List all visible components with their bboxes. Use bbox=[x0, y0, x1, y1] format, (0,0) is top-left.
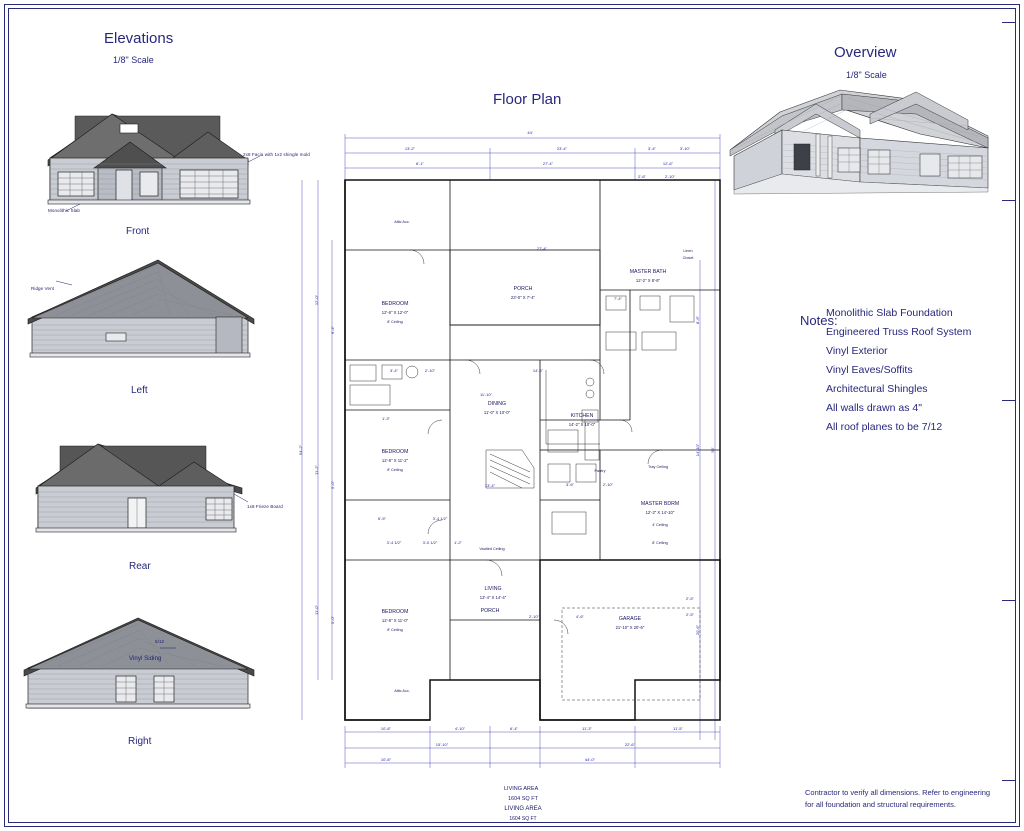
rear-note-frieze: 1x8 Frieze Board bbox=[247, 504, 283, 509]
footer-line-2: for all foundation and structural requirements. bbox=[805, 800, 956, 809]
note-item-0: Monolithic Slab Foundation bbox=[826, 307, 953, 319]
svg-text:7'-4": 7'-4" bbox=[614, 296, 622, 301]
svg-text:3'-4": 3'-4" bbox=[390, 368, 398, 373]
svg-text:PORCH: PORCH bbox=[513, 286, 533, 292]
svg-text:8'-6": 8'-6" bbox=[695, 316, 700, 324]
overview-scale: 1/8" Scale bbox=[846, 70, 887, 80]
svg-text:PORCH: PORCH bbox=[480, 608, 500, 614]
svg-text:3'-6": 3'-6" bbox=[566, 482, 574, 487]
svg-text:10'-8": 10'-8" bbox=[380, 757, 392, 762]
svg-text:8' Ceiling: 8' Ceiling bbox=[387, 468, 403, 472]
svg-text:2'-10": 2'-10" bbox=[664, 174, 676, 179]
svg-text:22'-6": 22'-6" bbox=[624, 742, 636, 747]
edge-tick bbox=[1002, 400, 1016, 401]
svg-text:10'-8": 10'-8" bbox=[380, 726, 392, 731]
svg-text:3'-0 1/2": 3'-0 1/2" bbox=[422, 540, 438, 545]
svg-text:12'-6" X 11'-2": 12'-6" X 11'-2" bbox=[381, 458, 409, 463]
svg-text:14'-10": 14'-10" bbox=[695, 443, 700, 457]
elevation-left bbox=[20, 255, 270, 375]
svg-text:Pantry: Pantry bbox=[594, 469, 606, 473]
caption-front: Front bbox=[126, 226, 150, 237]
svg-text:BEDROOM: BEDROOM bbox=[381, 609, 409, 615]
svg-text:Tray Ceiling: Tray Ceiling bbox=[647, 465, 669, 469]
svg-text:11'-2": 11'-2" bbox=[314, 465, 319, 475]
svg-text:12'-6": 12'-6" bbox=[662, 161, 674, 166]
overview-3d-view bbox=[720, 78, 1010, 218]
svg-text:Vaulted Ceiling: Vaulted Ceiling bbox=[479, 547, 505, 551]
floor-plan-drawing bbox=[290, 120, 740, 822]
svg-text:12'-2" X 14'-10": 12'-2" X 14'-10" bbox=[645, 510, 675, 515]
svg-text:2'-5": 2'-5" bbox=[686, 596, 694, 601]
svg-text:MASTER BDRM: MASTER BDRM bbox=[640, 501, 680, 507]
svg-text:1604 SQ FT: 1604 SQ FT bbox=[509, 816, 537, 822]
svg-text:12'-6" X 12'-0": 12'-6" X 12'-0" bbox=[381, 310, 409, 315]
left-note-ridgevent: Ridge Vent bbox=[31, 286, 55, 291]
svg-text:4'-10": 4'-10" bbox=[454, 726, 466, 731]
svg-text:1'-3": 1'-3" bbox=[382, 416, 390, 421]
svg-text:11'-3": 11'-3" bbox=[582, 726, 592, 731]
right-note-siding: Vinyl Siding bbox=[129, 656, 162, 662]
front-note-slab: Monolithic Slab bbox=[48, 208, 81, 213]
svg-text:11'-0" X 10'-0": 11'-0" X 10'-0" bbox=[483, 410, 511, 415]
svg-text:Attic Acc.: Attic Acc. bbox=[394, 689, 410, 693]
svg-text:9'-4": 9'-4" bbox=[330, 326, 335, 334]
svg-text:11'-0": 11'-0" bbox=[314, 605, 319, 615]
svg-text:4' Ceiling: 4' Ceiling bbox=[652, 523, 668, 527]
svg-text:4'-6": 4'-6" bbox=[576, 614, 584, 619]
edge-tick bbox=[1002, 22, 1016, 23]
svg-text:Attic Acc.: Attic Acc. bbox=[394, 220, 410, 224]
svg-text:Linen: Linen bbox=[683, 249, 693, 253]
notes-title: Notes: bbox=[800, 313, 838, 328]
svg-text:6'-5": 6'-5" bbox=[378, 516, 386, 521]
svg-text:5'-0": 5'-0" bbox=[330, 616, 335, 624]
svg-text:27'-4": 27'-4" bbox=[542, 161, 554, 166]
svg-text:44': 44' bbox=[527, 130, 533, 135]
svg-text:14'-6": 14'-6" bbox=[532, 368, 544, 373]
svg-text:13'-4" X 14'-4": 13'-4" X 14'-4" bbox=[479, 595, 507, 600]
elevations-scale: 1/8" Scale bbox=[113, 55, 154, 65]
elevation-front bbox=[20, 96, 270, 216]
svg-text:8' Ceiling: 8' Ceiling bbox=[387, 628, 403, 632]
svg-text:44'-0": 44'-0" bbox=[584, 757, 596, 762]
svg-text:Closet: Closet bbox=[682, 256, 694, 260]
living-area-value: 1604 SQ FT bbox=[508, 796, 538, 802]
svg-text:3'-4": 3'-4" bbox=[648, 146, 656, 151]
elevations-title: Elevations bbox=[104, 30, 174, 47]
svg-text:5'-0": 5'-0" bbox=[330, 481, 335, 489]
front-note-fascia: 2x8 Facia with 1x2 shingle mold bbox=[243, 152, 310, 157]
svg-text:LIVING AREA: LIVING AREA bbox=[504, 806, 542, 812]
svg-text:12'-2" X 8'-6": 12'-2" X 8'-6" bbox=[635, 278, 661, 283]
edge-tick bbox=[1002, 780, 1016, 781]
note-item-4: Architectural Shingles bbox=[826, 383, 928, 395]
svg-text:2'-10": 2'-10" bbox=[528, 614, 540, 619]
svg-text:56': 56' bbox=[710, 447, 715, 453]
svg-text:2'-5": 2'-5" bbox=[686, 612, 694, 617]
svg-text:8' Ceiling: 8' Ceiling bbox=[387, 320, 403, 324]
overview-title: Overview bbox=[834, 44, 897, 61]
svg-text:11'-5": 11'-5" bbox=[673, 726, 683, 731]
note-item-5: All walls drawn as 4" bbox=[826, 402, 922, 414]
svg-text:MASTER BATH: MASTER BATH bbox=[629, 269, 667, 275]
svg-text:12'-0": 12'-0" bbox=[314, 294, 319, 306]
svg-text:BEDROOM: BEDROOM bbox=[381, 301, 409, 307]
svg-text:6'-4": 6'-4" bbox=[510, 726, 518, 731]
svg-text:14'-2" X 10'-0": 14'-2" X 10'-0" bbox=[568, 422, 596, 427]
svg-text:3'-4 1/2": 3'-4 1/2" bbox=[432, 516, 448, 521]
svg-text:27'-4": 27'-4" bbox=[536, 246, 548, 251]
note-item-6: All roof planes to be 7/12 bbox=[826, 421, 943, 433]
svg-text:13'-2": 13'-2" bbox=[404, 146, 416, 151]
svg-text:LIVING: LIVING bbox=[484, 586, 502, 592]
caption-rear: Rear bbox=[129, 561, 151, 572]
svg-text:GARAGE: GARAGE bbox=[618, 616, 642, 622]
svg-text:13'-4": 13'-4" bbox=[484, 483, 496, 488]
caption-left: Left bbox=[131, 385, 148, 396]
footer-line-1: Contractor to verify all dimensions. Refer to engineering bbox=[805, 788, 991, 797]
svg-text:DINING: DINING bbox=[487, 401, 507, 407]
living-area-label: LIVING AREA bbox=[504, 786, 539, 792]
note-item-3: Vinyl Eaves/Soffits bbox=[826, 364, 913, 376]
note-item-1: Engineered Truss Roof System bbox=[826, 326, 972, 338]
note-item-2: Vinyl Exterior bbox=[826, 345, 888, 357]
svg-text:23'-0" X 7'-4": 23'-0" X 7'-4" bbox=[510, 295, 536, 300]
svg-text:21'-10" X 20'-6": 21'-10" X 20'-6" bbox=[615, 625, 645, 630]
caption-right: Right bbox=[128, 736, 152, 747]
svg-text:3'-4 1/2": 3'-4 1/2" bbox=[386, 540, 402, 545]
svg-text:KITCHEN: KITCHEN bbox=[570, 413, 594, 419]
svg-text:54'-2": 54'-2" bbox=[298, 444, 303, 456]
right-note-pitch: 5/12 bbox=[155, 639, 165, 644]
elevation-rear bbox=[20, 418, 280, 543]
svg-text:6'-1": 6'-1" bbox=[416, 161, 424, 166]
svg-text:8' Ceiling: 8' Ceiling bbox=[652, 541, 668, 545]
svg-text:1'-2": 1'-2" bbox=[454, 540, 462, 545]
svg-text:BEDROOM: BEDROOM bbox=[381, 449, 409, 455]
svg-text:2'-6": 2'-6" bbox=[638, 174, 646, 179]
svg-text:2'-10": 2'-10" bbox=[602, 482, 614, 487]
floor-plan-title: Floor Plan bbox=[493, 91, 562, 108]
svg-text:3'-10": 3'-10" bbox=[679, 146, 691, 151]
svg-text:12'-6" X 11'-0": 12'-6" X 11'-0" bbox=[381, 618, 409, 623]
svg-text:15'-10": 15'-10" bbox=[435, 742, 449, 747]
edge-tick bbox=[1002, 600, 1016, 601]
svg-text:11'-10": 11'-10" bbox=[479, 392, 493, 397]
svg-text:20'-6": 20'-6" bbox=[695, 624, 700, 636]
svg-text:2'-10": 2'-10" bbox=[424, 368, 436, 373]
svg-text:23'-4": 23'-4" bbox=[556, 146, 568, 151]
